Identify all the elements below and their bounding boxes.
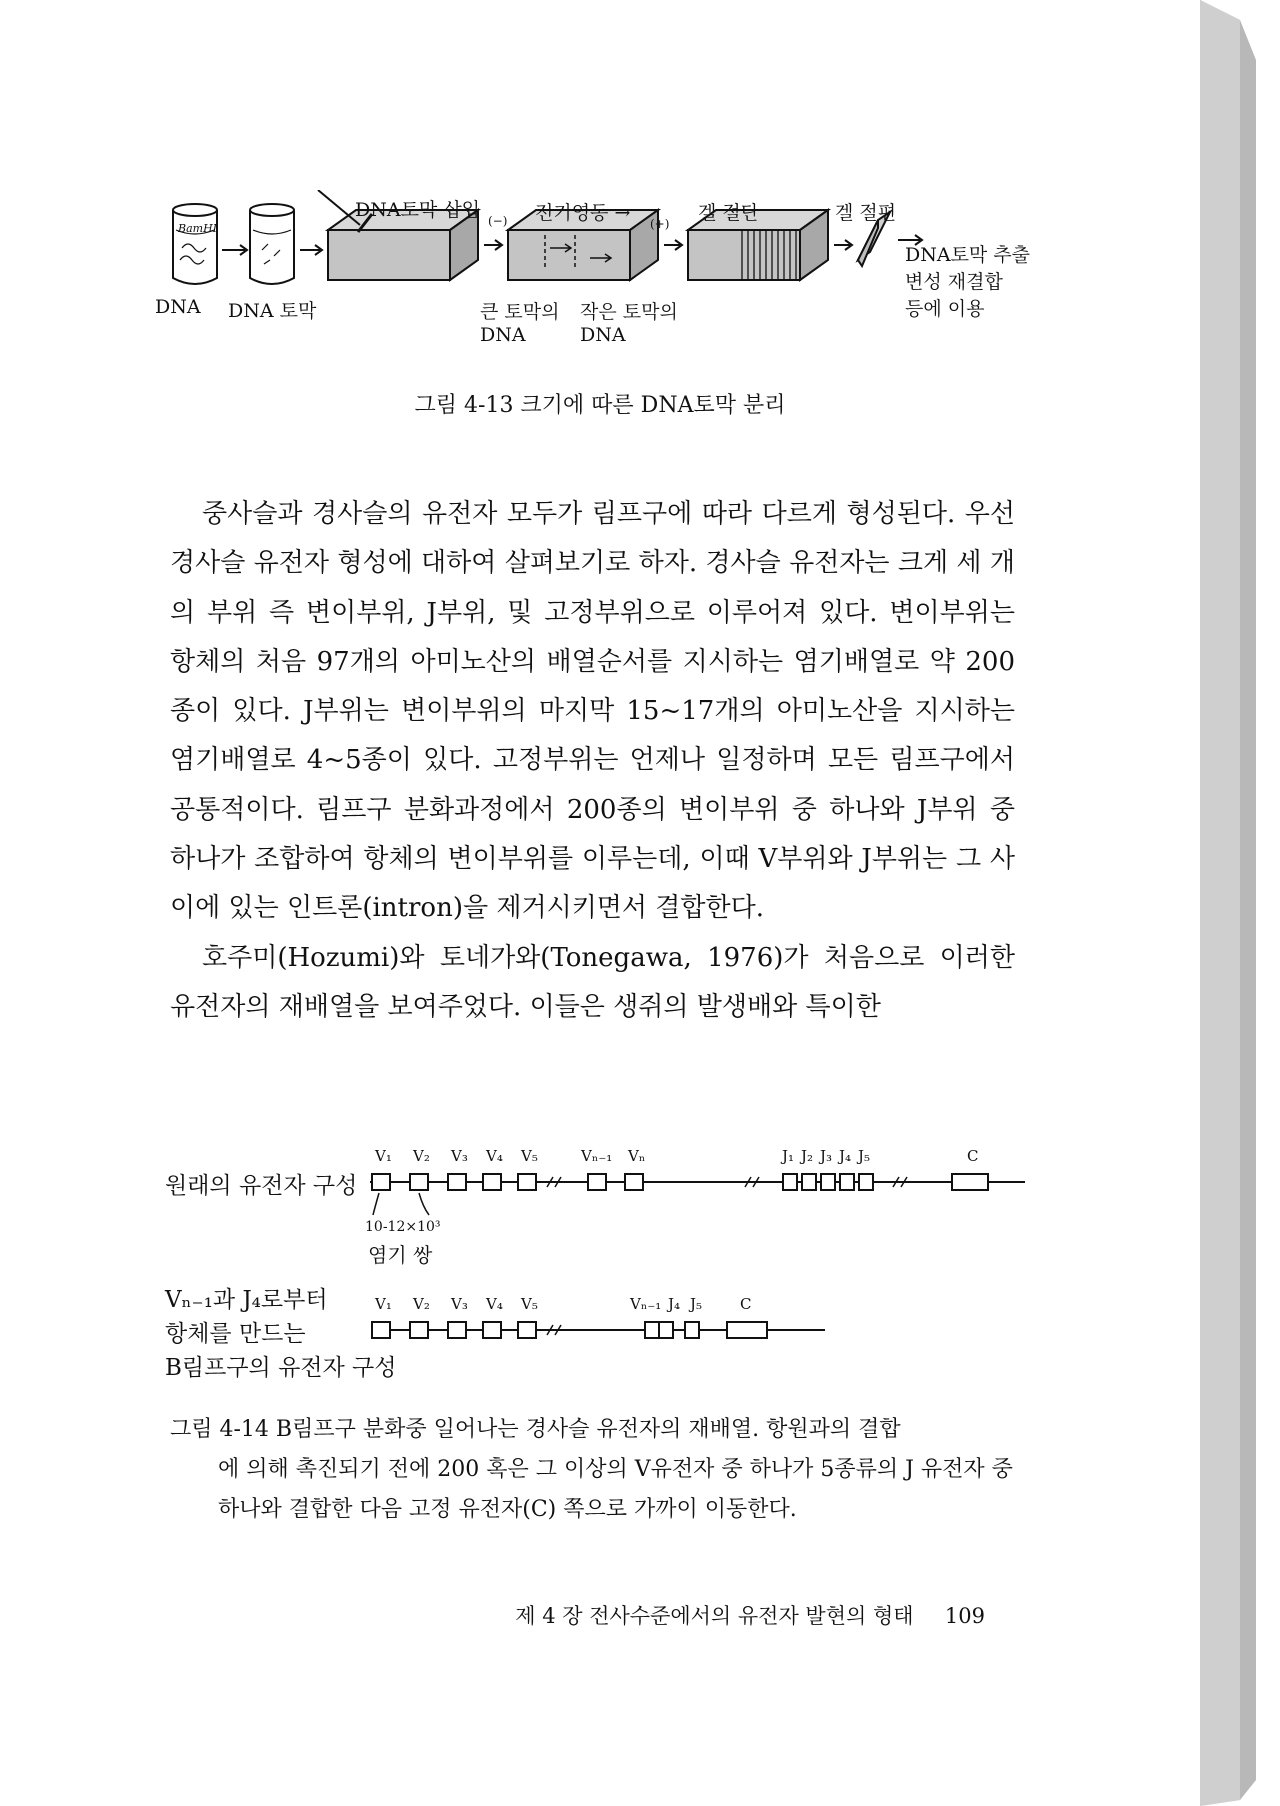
electrophoresis-label: 전기영동 →	[535, 202, 631, 224]
paragraph: 호주미(Hozumi)와 토네가와(Tonegawa, 1976)가 처음으로 이러한 유전자의 재배열을 보여주었다. 이들은 생쥐의 발생배와 특이한	[170, 942, 1015, 1022]
minus-label: (−)	[488, 214, 508, 228]
segment-label: V₂	[413, 1147, 430, 1165]
tube-icon	[173, 204, 217, 284]
plus-label: (+)	[650, 217, 670, 231]
figure-caption-4-13: 그림 4-13 크기에 따른 DNA토막 분리	[414, 393, 786, 418]
segment-label: Vₙ	[628, 1147, 646, 1165]
segment-label: C	[967, 1147, 979, 1165]
insert-label: DNA토막 삽입	[355, 199, 481, 221]
segment-label: V₂	[413, 1295, 430, 1313]
page-footer	[0, 1600, 985, 1630]
segment-label: V₅	[521, 1295, 538, 1313]
segment-label: J₄	[668, 1295, 681, 1313]
rearranged-label-2: 항체를 만드는	[165, 1321, 306, 1347]
page-edge-shadow	[1200, 0, 1256, 1806]
segment-label: V₄	[486, 1295, 503, 1313]
page-number: 109	[944, 1604, 985, 1628]
gel-cut-label: 겔 절단	[698, 202, 760, 224]
segment-label: V₁	[375, 1147, 392, 1165]
caption-head: 그림 4-14 B림프구 분화중 일어나는 경사슬 유전자의 재배열. 항원과의 결합	[170, 1417, 901, 1442]
segment-label: Vₙ₋₁	[581, 1147, 613, 1165]
segment-label: J₅	[690, 1295, 703, 1313]
figure-caption-4-14	[170, 1410, 1020, 1530]
segment-label: V₄	[486, 1147, 503, 1165]
figure-4-14	[165, 1135, 1035, 1385]
segment-label: C	[740, 1295, 752, 1313]
segment-label: J₅	[858, 1147, 871, 1165]
segment-label: Vₙ₋₁	[630, 1295, 662, 1313]
gel-slice-label: 겔 절편	[835, 202, 897, 224]
rearranged-label-1: Vₙ₋₁과 J₄로부터	[165, 1287, 328, 1313]
figure-4-13	[150, 190, 1050, 360]
original-gene-label: 원래의 유전자 구성	[165, 1173, 358, 1199]
segment-label: V₁	[375, 1295, 392, 1313]
chapter-title: 제 4 장 전사수준에서의 유전자 발현의 형태	[515, 1604, 914, 1628]
enzyme-label: BamHI	[178, 222, 218, 235]
large-fragment-label: 큰 토막의	[480, 301, 560, 323]
spacing-note: 10-12×10³	[365, 1219, 441, 1235]
tube-icon	[250, 204, 294, 284]
paragraph: 중사슬과 경사슬의 유전자 모두가 림프구에 따라 다르게 형성된다. 우선 경사슬 유전자 형성에 대하여 살펴보기로 하자. 경사슬 유전자는 크게 세 개의 부위 즉 변이부위, J부위, 및 고정부위으로 이루어져 있다. 변이부위는 항체의 처음 97개의 아미노산의 배열순서를 지시하는 염기배열로 약 200종이 있다. J부위는 변이부위의 마지막 15~17개의 아미노산을 지시하는 염기배열로 4~5종이 있다. 고정부위는 언제나 일정하며 모든 림프구에서 공통적이다. 림프구 분화과정에서 200종의 변이부위 중 하나와 J부위 중 하나가 조합하여 항체의 변이부위를 이루는데, 이때 V부위와 J부위는 그 사이에 있는 인트론(intron)을 제거시키면서 결합한다.	[170, 499, 1015, 924]
use-label-3: 등에 이용	[905, 298, 985, 320]
segment-label: V₃	[451, 1147, 468, 1165]
segment-label: V₅	[521, 1147, 538, 1165]
spacing-note-unit: 염기 쌍	[368, 1243, 433, 1267]
rearranged-label-3: B림프구의 유전자 구성	[165, 1355, 397, 1381]
segment-label: V₃	[451, 1295, 468, 1313]
caption-rest: 에 의해 촉진되기 전에 200 혹은 그 이상의 V유전자 중 하나가 5종류의 J 유전자 중 하나와 결합한 다음 고정 유전자(C) 쪽으로 가까이 이동한다.	[218, 1457, 1013, 1522]
segment-label: J₃	[820, 1147, 833, 1165]
segment-label: J₄	[839, 1147, 852, 1165]
use-label-2: 변성 재결합	[905, 271, 1003, 293]
body-text	[170, 490, 1015, 1032]
small-fragment-dna-label: DNA	[580, 324, 626, 346]
large-fragment-dna-label: DNA	[480, 324, 526, 346]
segment-label: J₂	[801, 1147, 814, 1165]
segment-label: J₁	[782, 1147, 795, 1165]
small-fragment-label: 작은 토막의	[580, 301, 678, 323]
use-label-1: DNA토막 추출	[905, 244, 1031, 266]
dna-fragment-label: DNA 토막	[228, 300, 317, 322]
dna-label: DNA	[155, 296, 201, 318]
